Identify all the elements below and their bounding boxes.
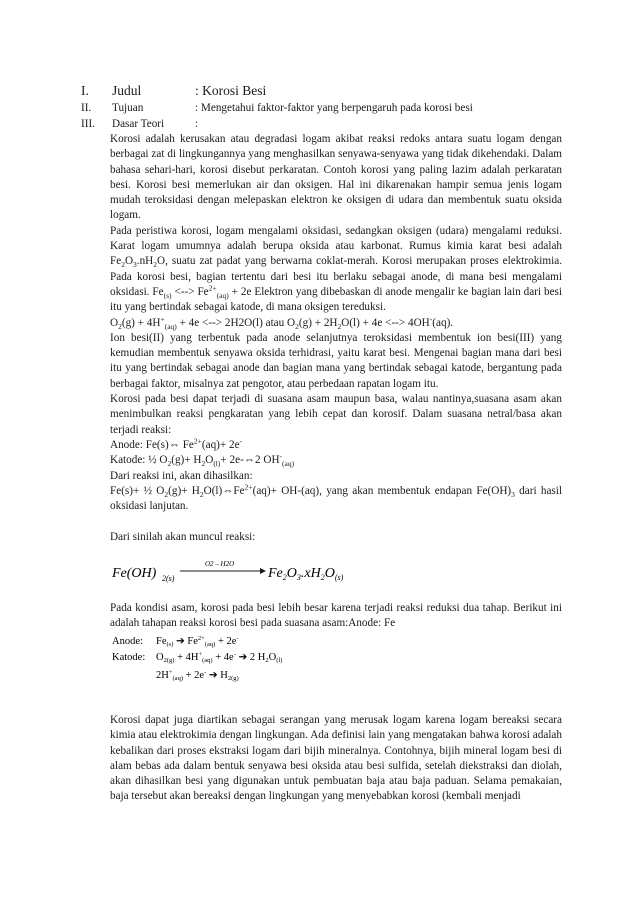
- paragraph-corrosion-definition: Korosi dapat juga diartikan sebagai serangan yang merusak logam karena logam bereaksi secara kimia atau elektrokimia dengan lingkungan. Ada definisi lain yang mengatakan bahwa korosi adalah kebalikan dari proses ekstraksi logam dari bijih mineralnya. Contohnya, bijih mineral logam besi di alam bebas ada dalam bentuk senyawa besi oksida atau besi sulfida, setelah diekstraksi dan diolah, akan dihasilkan besi yang digunakan untuk pembuatan baja atau baja paduan. Selama pemakaian, baja tersebut akan bereaksi dengan lingkungan yang menyebabkan korosi (kembali menjadi: [110, 714, 562, 803]
- eq-arrow-label: O2 – H2O: [205, 560, 235, 568]
- paragraph-result-intro: Dari reaksi ini, akan dihasilkan:: [110, 469, 253, 482]
- eq-left-sub: 2(s): [162, 574, 175, 583]
- paragraph-acid-base: Korosi pada besi dapat terjadi di suasana asam maupun basa, walau nantinya,suasana asam akan menimbulkan reaksi pengkaratan yang lebih cepat dan korosif. Dalam suasana netral/basa akan terjadi reaksi:: [110, 393, 562, 436]
- heading-value: :: [195, 118, 199, 130]
- acid-reactions-image: [110, 633, 360, 690]
- heading-label: Tujuan: [112, 102, 144, 114]
- heading-label: Judul: [112, 83, 142, 98]
- paragraph-reaction-intro: Dari sinilah akan muncul reaksi:: [110, 530, 256, 543]
- acid-katode-eq1: $O2(g) + 4H^+_{(aq)} + 4e^-$ ➔ 2 H2O(l): [156, 651, 283, 664]
- katode-reaction-line: Katode: ½ $O_2(g)+ H_2O_{(l)}+$ 2e-⇔2 $OH^-_{(aq)}$: [110, 451, 295, 469]
- heading-number: III.: [81, 118, 95, 130]
- anode-reaction-line: Anode: Fe(s)⇔ $Fe^{2+}(aq)+ 2e^-$: [110, 436, 243, 451]
- paragraph-iron-ions: Ion besi(II) yang terbentuk pada anode selanjutnya teroksidasi membentuk ion besi(III) yang kemudian membentuk senyawa oksida terhidrasi, yaitu karat besi. Mengenai bagian mana dari besi itu yang bertindak sebagai anode dan bagian mana yang bertindak sebagai katode, bergantung pada berbagai faktor, misalnya zat pengotor, atau perbedaan rapatan logam itu.: [110, 331, 562, 390]
- theory-body: [110, 132, 562, 545]
- paragraph-definition: Korosi adalah kerusakan atau degradasi logam akibat reaksi redoks antara suatu logam dengan berbagai zat di lingkungannya yang menghasilkan senyawa-senyawa yang tidak dikehendaki. Dalam bahasa sehari-hari, korosi disebut perkaratan. Contoh korosi yang paling lazim adalah perkaratan besi. Korosi besi memerlukan air dan oksigen. Hal ini dikarenakan hampir semua jenis logam mudah teroksidasi dengan melepaskan elektron ke oksigen di udara dan membentuk suatu oksida logam.: [110, 133, 562, 222]
- acid-anode-eq: Fe(s) ➔ $Fe^{2+}_{(aq)} + 2e^-$: [156, 635, 239, 648]
- heading-number: I.: [81, 83, 89, 98]
- rust-formation-equation: [110, 560, 370, 591]
- eq-left-species: Fe(OH): [112, 566, 157, 581]
- acid-section: [110, 601, 562, 632]
- eq-right-species: $Fe_2O_3.xH_2O_{(s)}$: [268, 566, 344, 582]
- heading-label: Dasar Teori: [112, 118, 165, 130]
- heading-number: II.: [81, 102, 92, 114]
- acid-katode-label: Katode:: [112, 652, 146, 663]
- acid-anode-label: Anode:: [112, 636, 143, 647]
- equation-cathode-reduction: $O_2(g) + 4H^+_{(aq)} + 4e$ <--> 2H2O(l) atau $O_2(g) + 2H_2O(l) + 4e$ <--> 4OH-(aq).: [110, 313, 454, 331]
- heading-value: : Korosi Besi: [195, 83, 267, 98]
- paragraph-acid-conditions: Pada kondisi asam, korosi pada besi lebih besar karena terjadi reaksi reduksi dua tahap. Berikut ini adalah tahapan reaksi korosi besi pada suasana asam:Anode: Fe: [110, 602, 562, 630]
- closing-section: [110, 713, 562, 805]
- overall-reaction: Fe(s)+ ½ $O_2(g)+$ $H_2O(l)\Leftrightarrow Fe^{2+}(aq)+ OH-(aq)$, yang akan membentuk endapan $Fe(OH)_3$ dari hasil oksidasi lanjutan.: [110, 482, 563, 513]
- heading-value: : Mengetahui faktor-faktor yang berpengaruh pada korosi besi: [195, 102, 473, 114]
- acid-katode-eq2: $2H^+_{(aq)} + 2e^-$ ➔ H2(g): [156, 669, 239, 682]
- paragraph-oxidation: Pada peristiwa korosi, logam mengalami oksidasi, sedangkan oksigen (udara) mengalami reduksi. Karat logam umumnya adalah berupa oksida atau karbonat. Rumus kimia karat besi adalah $Fe_2O_3.nH_2O$, suatu zat padat yang berwarna coklat-merah. Korosi merupakan proses elektrokimia. Pada korosi besi, bagian tertentu dari besi itu berlaku sebagai anode, di mana besi mengalami oksidasi. $Fe_{(s)}$ <--> $Fe^{2+}_{(aq)} + 2e$ Elektron yang dibebaskan di anode mengalir ke bagian lain dari besi itu yang bertindak sebagai katode, di mana oksigen tereduksi.: [110, 224, 563, 314]
